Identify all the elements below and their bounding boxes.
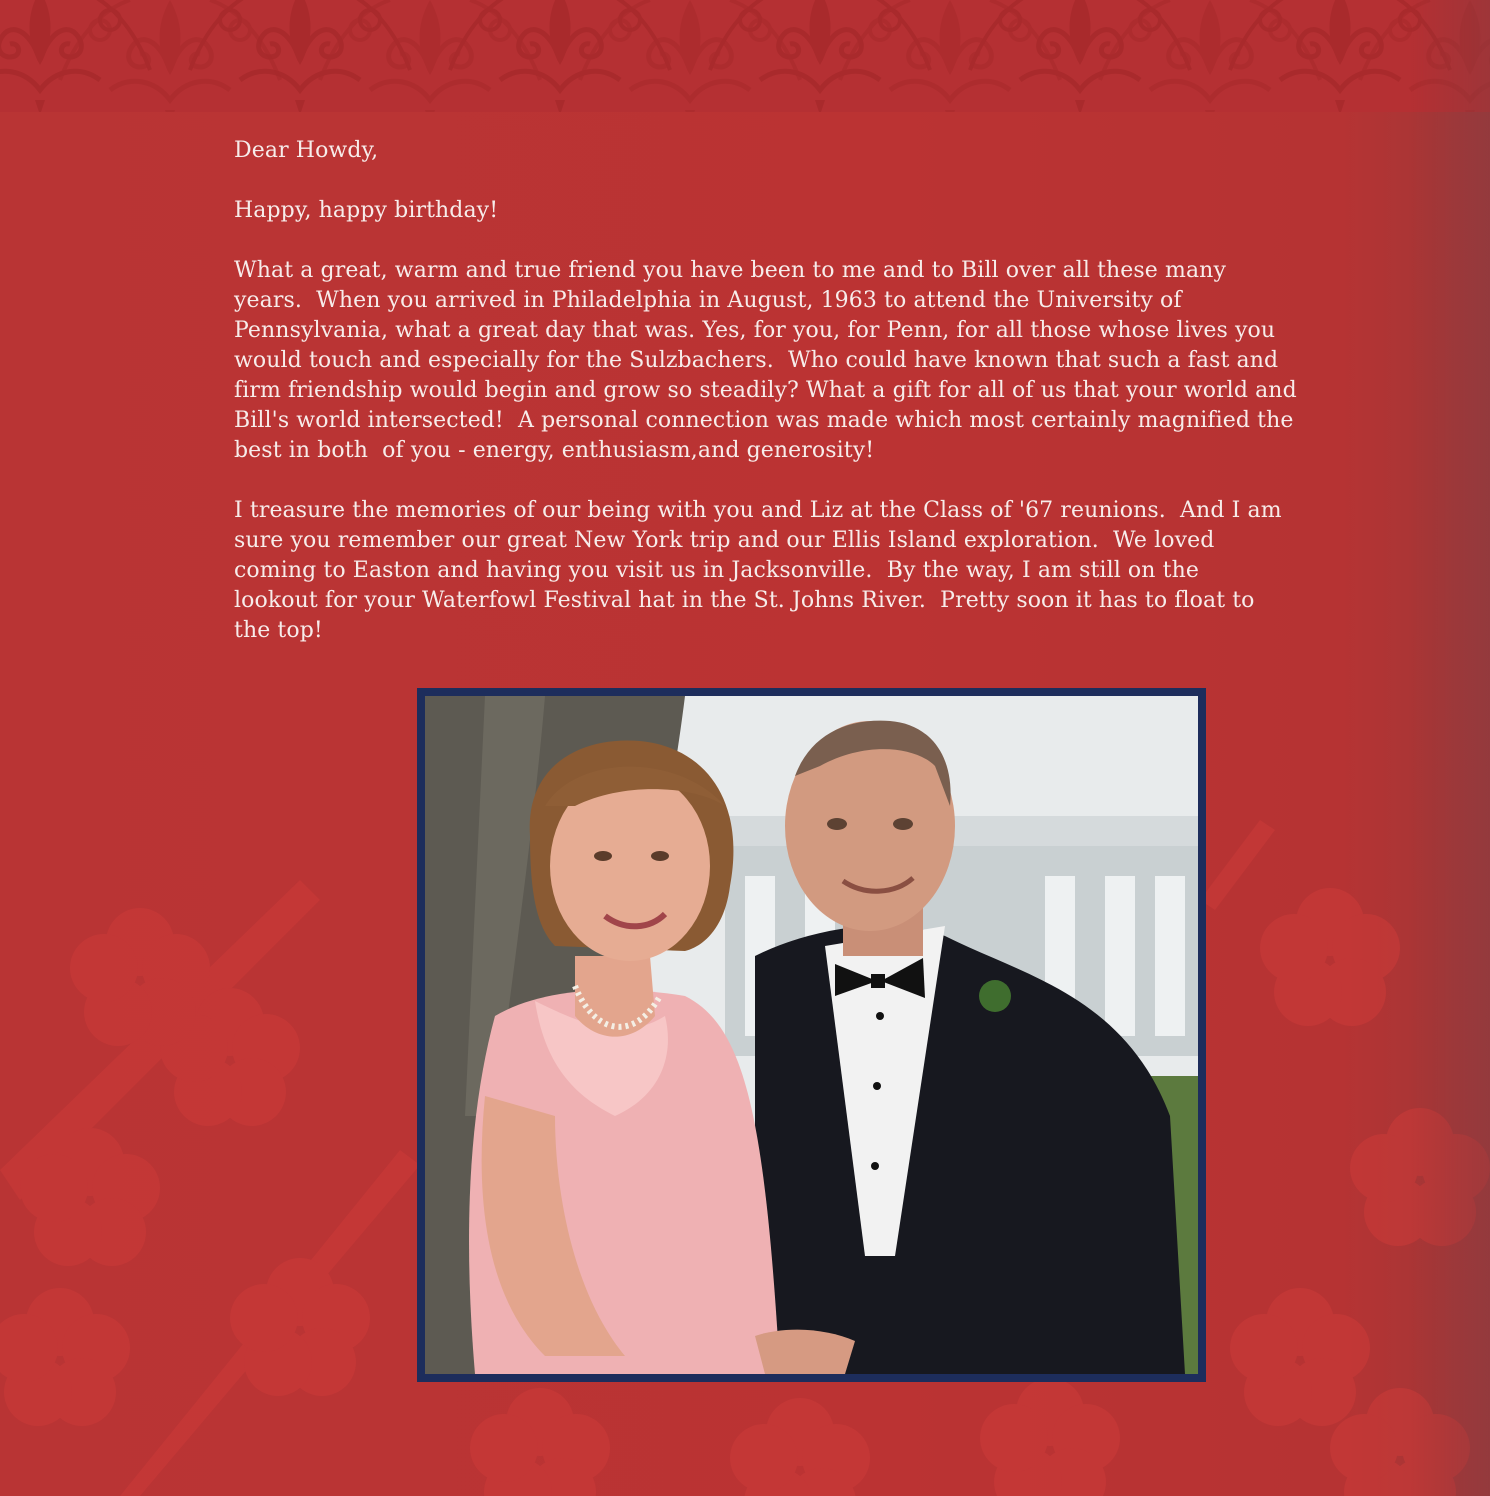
couple-photo-frame [417, 688, 1206, 1382]
letter-text [234, 136, 1394, 676]
page-edge-shadow [1410, 0, 1490, 1496]
letter-paragraph-2: I treasure the memories of our being with you and Liz at the Class of '67 reunions. And I am sure you remember our great New York trip and our Ellis Island exploration. We loved coming to Easton and having you visit us in Jacksonville. By the way, I am still on the lookout for your Waterfowl Festival hat in the St. Johns River. Pretty soon it has to float to the top! [234, 498, 1282, 643]
letter-paragraph-1: What a great, warm and true friend you have been to me and to Bill over all these many years. When you arrived in Philadelphia in August, 1963 to attend the University of Pennsylvania, what a great day that was. Yes, for you, for Penn, for all those whose lives you would touch and especially for the Sulzbachers. Who could have known that such a fast and firm friendship would begin and grow so steadily? What a gift for all of us that your world and Bill's world intersected! A personal connection was made which most certainly magnified the best in both of you - energy, enthusiasm,and generosity! [234, 258, 1297, 463]
damask-ornament-border [0, 0, 1490, 112]
greeting: Happy, happy birthday! [234, 198, 499, 223]
salutation: Dear Howdy, [234, 138, 379, 163]
couple-photo [425, 696, 1198, 1374]
